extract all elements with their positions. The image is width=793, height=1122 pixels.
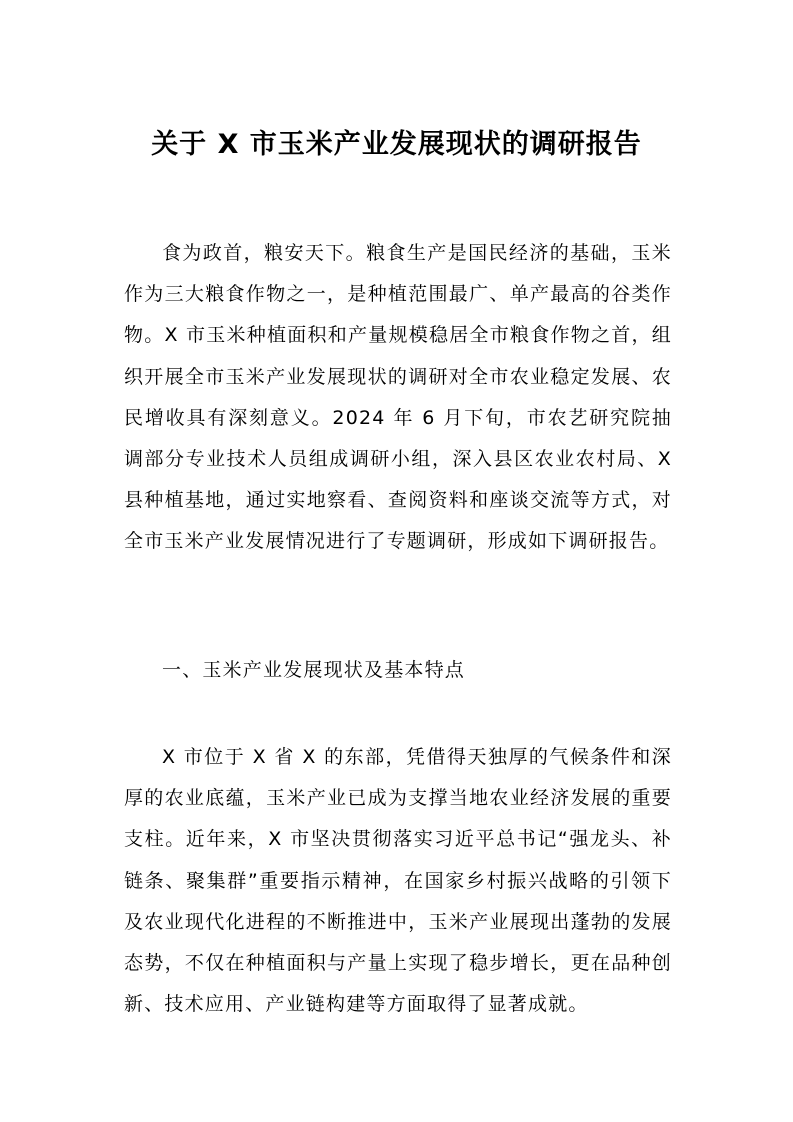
section-paragraph: X 市位于 X 省 X 的东部，凭借得天独厚的气候条件和深厚的农业底蕴，玉米产业已成为支撑当地农业经济发展的重要支柱。近年来，X 市坚决贯彻落实习近平总书记“强龙头、补链条、聚集群”重要指示精神，在国家乡村振兴战略的引领下及农业现代化进程的不断推进中，玉米产业展现出蓬勃的发展态势，不仅在种植面积与产量上实现了稳步增长，更在品种创新、技术应用、产业链构建等方面取得了显著成就。 bbox=[124, 746, 672, 1016]
section-heading: 一、玉米产业发展现状及基本特点 bbox=[162, 659, 466, 681]
document-title: 关于 X 市玉米产业发展现状的调研报告 bbox=[151, 129, 642, 160]
intro-paragraph: 食为政首，粮安天下。粮食生产是国民经济的基础，玉米作为三大粮食作物之一，是种植范围最广、单产最高的谷类作物。X 市玉米种植面积和产量规模稳居全市粮食作物之首，组织开展全市玉米产业发展现状的调研对全市农业稳定发展、农民增收具有深刻意义。2024 年 6 月下旬，市农艺研究院抽调部分专业技术人员组成调研小组，深入县区农业农村局、X 县种植基地，通过实地察看、查阅资料和座谈交流等方式，对全市玉米产业发展情况进行了专题调研，形成如下调研报告。 bbox=[124, 242, 672, 553]
